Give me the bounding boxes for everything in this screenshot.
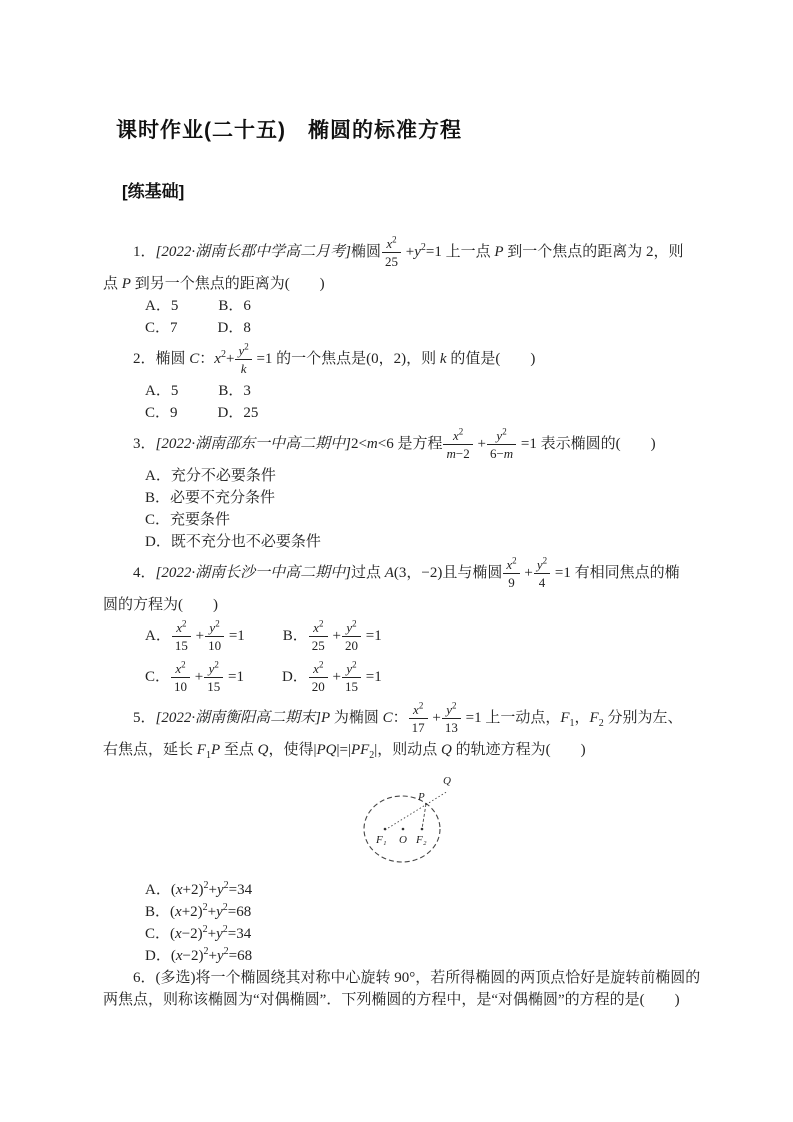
text-run: +	[191, 627, 205, 644]
option-line	[103, 923, 703, 945]
math-variable: y	[216, 948, 224, 964]
math-fraction	[204, 661, 223, 694]
math-fraction	[409, 702, 428, 735]
text-run: B．必要不充分条件	[145, 490, 276, 506]
text-run: A．(	[145, 882, 176, 898]
text-run: 2	[598, 717, 604, 729]
problem-line	[103, 594, 703, 616]
text-run: 2	[502, 426, 507, 437]
text-run: 2	[318, 618, 324, 629]
f1-label: F₁	[376, 834, 387, 846]
source-tag: [2022·湖南衡阳高二期末]	[155, 709, 321, 726]
text-run: 到另一个焦点的距离为( )	[130, 276, 325, 292]
problem-line	[103, 739, 703, 761]
text-run: 2	[420, 241, 426, 253]
text-run: 2	[244, 341, 249, 352]
text-run: 1．	[133, 243, 156, 260]
text-run: A．	[145, 627, 171, 644]
text-run: 13	[444, 720, 458, 735]
math-variable: x	[452, 428, 459, 443]
text-run: +	[225, 350, 235, 367]
text-run: 2．椭圆	[133, 350, 190, 367]
text-run: C．9	[145, 405, 178, 421]
text-run: =1 上一点	[425, 243, 495, 260]
text-run: +	[208, 882, 217, 898]
text-run: +	[191, 668, 204, 685]
text-run: C．充要条件	[145, 512, 231, 528]
text-run: 2	[392, 234, 397, 245]
text-run: (3，−2)且与椭圆	[393, 564, 503, 581]
p-label: P	[418, 791, 425, 803]
math-variable: x	[176, 620, 182, 635]
text-run: +	[520, 564, 533, 581]
page-content	[103, 118, 703, 1011]
math-variable: x	[175, 948, 183, 964]
text-run: +	[328, 627, 342, 644]
text-run: |=|	[336, 742, 351, 758]
option-line	[103, 295, 703, 317]
math-variable: k	[439, 350, 447, 367]
math-variable: m	[446, 446, 456, 461]
text-run: 20	[345, 638, 359, 653]
text-run: B．6	[218, 298, 251, 314]
math-variable: x	[175, 926, 182, 942]
text-run: B．(	[145, 904, 176, 920]
option-line	[103, 465, 703, 487]
text-run: +	[473, 435, 486, 452]
math-variable: m	[503, 446, 514, 461]
text-run: 10	[208, 638, 222, 653]
text-run: =1	[362, 627, 382, 644]
option-line	[103, 509, 703, 531]
text-run: D．	[281, 668, 308, 685]
problem-line	[103, 339, 703, 380]
fraction-denominator	[443, 445, 472, 461]
text-run: =1	[225, 627, 245, 644]
text-run: 到一个焦点的距离为 2，则	[503, 243, 684, 260]
math-fraction	[172, 620, 191, 653]
text-run: 右焦点，延长	[103, 742, 197, 758]
text-run: 2	[222, 902, 228, 913]
text-run: 的轨迹方程为( )	[451, 742, 586, 758]
fraction-denominator	[409, 719, 428, 735]
text-run: 25	[384, 254, 398, 269]
text-run: 2	[223, 880, 229, 891]
fraction-numerator	[309, 620, 328, 637]
math-variable: PQ	[316, 742, 337, 758]
math-variable: C	[189, 350, 200, 367]
problem-line	[103, 424, 703, 465]
option-line	[103, 402, 703, 424]
text-run: =1 上一动点，	[461, 709, 561, 726]
text-run: 2	[202, 902, 208, 913]
text-run: +2)	[182, 882, 204, 898]
text-run: 17	[411, 720, 425, 735]
text-run: −2	[455, 446, 470, 461]
text-run: 椭圆	[350, 243, 381, 260]
fraction-denominator	[487, 445, 516, 461]
fraction-denominator	[382, 253, 401, 269]
text-run: 2	[215, 618, 220, 629]
option-line	[103, 380, 703, 402]
math-variable: y	[346, 661, 353, 676]
fraction-numerator	[409, 702, 428, 719]
fraction-numerator	[309, 661, 328, 678]
text-run: 2	[512, 555, 517, 566]
text-run: 4．	[133, 564, 156, 581]
text-run: B．3	[218, 383, 251, 399]
fraction-denominator	[442, 719, 461, 735]
fraction-denominator	[204, 678, 223, 694]
math-variable: y	[414, 243, 421, 260]
text-run: 2	[181, 659, 186, 670]
problem-line	[103, 967, 703, 989]
math-fraction	[487, 428, 516, 461]
math-variable: y	[209, 620, 216, 635]
source-tag: [2022·湖南长沙一中高二期中]	[155, 564, 351, 581]
fraction-denominator	[503, 574, 519, 590]
fraction-denominator	[172, 637, 191, 653]
math-fraction	[534, 557, 550, 590]
fraction-denominator	[171, 678, 190, 694]
text-run: 4	[538, 575, 546, 590]
math-variable: Q	[257, 742, 269, 758]
math-fraction	[309, 661, 328, 694]
text-run: =34	[228, 882, 253, 898]
fraction-denominator	[235, 360, 251, 376]
math-variable: Q	[441, 742, 452, 758]
fraction-denominator	[205, 637, 224, 653]
text-run: =1	[224, 668, 244, 685]
text-run: +	[328, 668, 342, 685]
text-run: C．	[145, 668, 171, 685]
math-variable: x	[175, 882, 183, 898]
math-variable: y	[216, 882, 224, 898]
math-variable: y	[238, 343, 245, 358]
option-line	[103, 317, 703, 339]
math-fraction	[171, 661, 190, 694]
text-run: +	[208, 948, 217, 964]
text-run: 2	[418, 700, 424, 711]
ray-f1-q	[385, 791, 448, 830]
text-run: =68	[227, 904, 252, 920]
text-run: 15	[174, 638, 188, 653]
text-run: 25	[311, 638, 325, 653]
text-run: 圆的方程为( )	[103, 597, 218, 613]
math-fraction	[342, 661, 361, 694]
math-variable: x	[214, 350, 221, 367]
problem-6	[103, 967, 703, 1011]
f1-point	[384, 828, 387, 831]
fraction-numerator	[442, 702, 461, 719]
text-run: 2	[458, 426, 464, 437]
text-run: 5．	[133, 709, 156, 726]
text-run: 3．	[133, 435, 156, 452]
p-point	[425, 803, 427, 805]
o-label: O	[399, 834, 407, 846]
text-run: 15	[345, 679, 359, 694]
math-variable: y	[216, 926, 223, 942]
problem-line	[103, 989, 703, 1011]
fraction-numerator	[534, 557, 550, 574]
text-run: 至点	[220, 742, 258, 758]
fraction-numerator	[171, 661, 190, 678]
figure-line	[103, 761, 703, 879]
text-run: +2)	[181, 904, 203, 920]
q-label: Q	[443, 775, 451, 787]
math-variable: m	[366, 435, 378, 452]
o-point	[402, 828, 405, 831]
fraction-numerator	[503, 557, 519, 574]
text-run: +	[207, 926, 217, 942]
math-variable: x	[175, 661, 182, 676]
text-run: 为椭圆	[330, 709, 383, 726]
fraction-denominator	[309, 678, 328, 694]
text-run: 2	[220, 348, 226, 360]
text-run: 过点	[350, 564, 385, 581]
option-line	[103, 879, 703, 901]
text-run: =1 的一个焦点是(0，2)，则	[252, 350, 440, 367]
math-variable: k	[240, 361, 247, 376]
math-variable: P	[494, 243, 504, 260]
math-variable: y	[536, 557, 543, 572]
text-run: +	[207, 904, 217, 920]
section-label: [练基础]	[122, 182, 185, 201]
option-line	[103, 901, 703, 923]
text-run: =68	[228, 948, 253, 964]
text-run: C．7	[145, 320, 178, 336]
math-variable: x	[506, 557, 513, 572]
fraction-denominator	[309, 637, 328, 653]
problem-line	[103, 273, 703, 295]
option-line	[103, 616, 703, 657]
problem-3	[103, 424, 703, 553]
math-variable: y	[216, 904, 223, 920]
text-run: D．既不充分也不必要条件	[145, 534, 321, 550]
math-variable: P	[121, 276, 131, 292]
problem-line	[103, 232, 703, 273]
text-run: =1	[362, 668, 382, 685]
math-variable: x	[313, 620, 319, 635]
option-line	[103, 531, 703, 553]
math-fraction	[382, 236, 401, 269]
math-variable: C	[382, 709, 393, 726]
text-run: 2	[181, 618, 187, 629]
text-run: 2<	[350, 435, 367, 452]
math-variable: y	[208, 661, 215, 676]
option-line	[103, 487, 703, 509]
text-run: |，则动点	[374, 742, 442, 758]
text-run: ，	[574, 709, 590, 726]
text-run: B．	[282, 627, 308, 644]
fraction-numerator	[443, 428, 472, 445]
text-run: 2	[352, 659, 357, 670]
text-run: 2	[352, 618, 357, 629]
math-fraction	[235, 343, 251, 376]
page-title: 课时作业(二十五) 椭圆的标准方程	[116, 119, 462, 142]
fraction-numerator	[204, 661, 223, 678]
math-variable: P	[210, 742, 221, 758]
text-run: 15	[207, 679, 221, 694]
text-run: 点	[103, 276, 122, 292]
math-variable: x	[413, 702, 419, 717]
math-variable: F	[560, 709, 570, 726]
math-fraction	[442, 702, 461, 735]
text-run: 9	[508, 575, 515, 590]
math-fraction	[205, 620, 224, 653]
text-run: 两焦点，则称该椭圆为“对偶椭圆”．下列椭圆的方程中，是“对偶椭圆”的方程的是( )	[103, 992, 680, 1008]
text-run: 2	[223, 946, 229, 957]
problem-2	[103, 339, 703, 424]
text-run: ：	[392, 709, 408, 726]
fraction-numerator	[382, 236, 401, 253]
problem-line	[103, 698, 703, 739]
math-variable: F	[589, 709, 599, 726]
ellipse-figure	[340, 765, 490, 877]
text-run: 2	[214, 659, 219, 670]
math-variable: P	[320, 709, 331, 726]
text-run: +	[428, 709, 441, 726]
math-variable: y	[346, 620, 353, 635]
option-line	[103, 657, 703, 698]
text-run: D．(	[145, 948, 176, 964]
text-run: =34	[227, 926, 252, 942]
text-run: 分别为左、	[603, 709, 683, 726]
text-run: 2	[318, 659, 324, 670]
text-run: 的值是( )	[446, 350, 536, 367]
text-run: −2)	[181, 926, 203, 942]
text-run: =1 表示椭圆的( )	[517, 435, 656, 452]
math-fraction	[503, 557, 519, 590]
math-variable: x	[175, 904, 182, 920]
text-run: C．(	[145, 926, 176, 942]
math-fraction	[309, 620, 328, 653]
fraction-numerator	[205, 620, 224, 637]
problem-1	[103, 232, 703, 339]
text-run: A．5	[145, 383, 179, 399]
text-run: 1	[205, 750, 211, 761]
math-variable: A	[384, 564, 394, 581]
problem-line	[103, 553, 703, 594]
text-run: A．充分不必要条件	[145, 468, 276, 484]
fraction-denominator	[342, 678, 361, 694]
ellipse-figure-svg	[340, 765, 490, 877]
problem-5	[103, 698, 703, 967]
f2-label: F₂	[416, 834, 427, 846]
text-run: =1 有相同焦点的椭	[551, 564, 680, 581]
text-run: 10	[174, 679, 188, 694]
text-run: ：	[199, 350, 215, 367]
f2-point	[421, 828, 424, 831]
math-variable: y	[496, 428, 503, 443]
text-run: 2	[202, 924, 208, 935]
text-run: 20	[311, 679, 325, 694]
fraction-numerator	[487, 428, 516, 445]
text-run: −2)	[182, 948, 204, 964]
source-tag: [2022·湖南邵东一中高二期中]	[155, 435, 351, 452]
fraction-numerator	[342, 620, 361, 637]
math-fraction	[342, 620, 361, 653]
text-run: 2	[203, 880, 209, 891]
math-variable: F	[196, 742, 206, 758]
text-run: 2	[369, 750, 375, 761]
fraction-denominator	[534, 574, 550, 590]
math-variable: x	[386, 236, 393, 251]
text-run: 2	[542, 555, 548, 566]
text-run: A．5	[145, 298, 179, 314]
math-variable: PF	[350, 742, 370, 758]
text-run: 2	[452, 700, 457, 711]
text-run: 6．(多选)将一个椭圆绕其对称中心旋转 90°，若所得椭圆的两顶点恰好是旋转前椭圆的	[133, 970, 701, 986]
text-run: 6−	[489, 446, 504, 461]
option-line	[103, 945, 703, 967]
text-run: 2	[222, 924, 228, 935]
text-run: D．25	[217, 405, 259, 421]
text-run: 2	[203, 946, 209, 957]
source-tag: [2022·湖南长郡中学高二月考]	[155, 243, 351, 260]
math-variable: x	[313, 661, 319, 676]
problems	[103, 232, 703, 1011]
math-variable: y	[446, 702, 453, 717]
fraction-numerator	[172, 620, 191, 637]
fraction-numerator	[342, 661, 361, 678]
text-run: 1	[569, 717, 575, 729]
fraction-denominator	[342, 637, 361, 653]
fraction-numerator	[235, 343, 251, 360]
segment-p-f2	[422, 804, 426, 829]
text-run: D．8	[217, 320, 251, 336]
math-fraction	[443, 428, 472, 461]
text-run: ，使得|	[268, 742, 317, 758]
text-run: +	[401, 243, 415, 260]
problem-4	[103, 553, 703, 698]
text-run: <6 是方程	[377, 435, 443, 452]
